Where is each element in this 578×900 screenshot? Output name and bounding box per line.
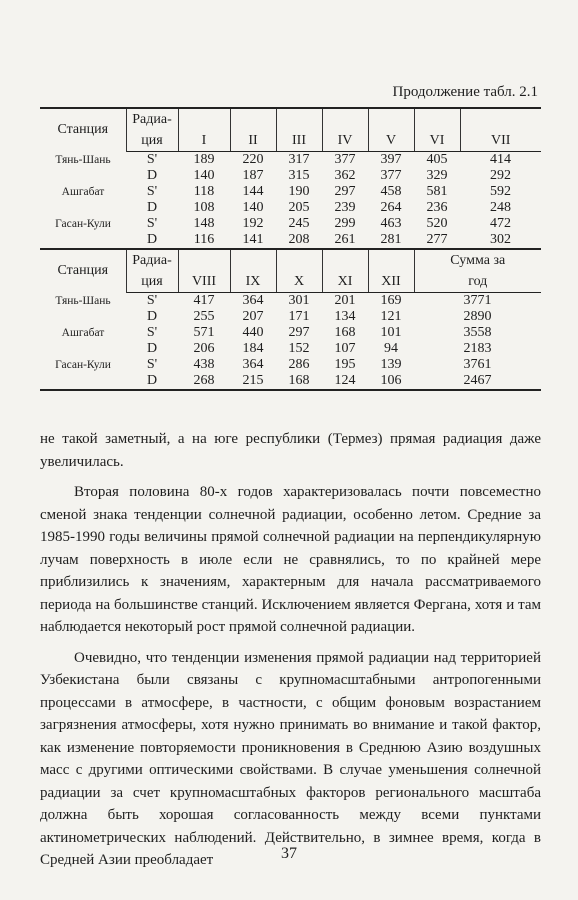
station-name: Ашгабат xyxy=(61,327,105,339)
value-cell: 184 xyxy=(242,341,264,356)
value-cell: 362 xyxy=(334,168,356,183)
radiation-type: D xyxy=(146,232,158,247)
value-cell: 463 xyxy=(380,216,402,231)
header-station: Станция xyxy=(40,249,126,293)
value-cell: 301 xyxy=(288,293,310,308)
header-annual-sum: Сумма за xyxy=(414,249,541,271)
annual-sum-cell: 2183 xyxy=(463,341,492,356)
paragraph: Вторая половина 80-х годов характеризовалась почти повсеместно сменой знака тенденции солнечной радиации, особенно летом. Средние за 1985-1990 годы величины прямой солнечной радиации на перпендикулярную лучам поверхность в июле если не сравнялись, то по крайней мере приблизились к значениям, характерным для начала рассматриваемого периода на большинстве станций. Исключением является Фергана, хотя и там наблюдается некоторый рост прямой солнечной радиации. xyxy=(40,484,541,635)
value-cell: 148 xyxy=(193,216,215,231)
header-month-empty xyxy=(178,249,230,271)
paragraph: Очевидно, что тенденции изменения прямой радиации над территорией Узбекистана были связаны с крупномасштабными антропогенными процессами в атмосфере, в частности, с общим фоновым возрастанием загрязнения атмосферы, хотя нужно принимать во внимание и такой фактор, как изменение повторяемости проникновения в Среднюю Азию воздушных масс с другими оптическими свойствами. В случае уменьшения солнечной радиации за счет крупномасштабных факторов регионального масштаба должна быть хорошая согласованность между всеми пунктами актинометрических наблюдений. Действительно, в зимнее время, когда в Средней Азии преобладает xyxy=(40,649,541,868)
value-cell: 201 xyxy=(334,293,356,308)
value-cell: 438 xyxy=(193,357,215,372)
radiation-table xyxy=(40,107,541,391)
value-cell: 141 xyxy=(242,232,264,247)
header-month-empty xyxy=(276,108,322,130)
radiation-type: D xyxy=(126,373,178,390)
station-name xyxy=(40,309,126,325)
value-cell: 317 xyxy=(288,152,310,167)
value-cell: 472 xyxy=(490,216,511,231)
value-cell: 302 xyxy=(490,232,511,247)
value-cell: 140 xyxy=(242,200,264,215)
header-month: II xyxy=(230,130,276,152)
value-cell: 286 xyxy=(288,357,310,372)
table-part-1 xyxy=(40,108,541,249)
table-row xyxy=(40,357,541,373)
value-cell: 581 xyxy=(426,184,448,199)
value-cell: 215 xyxy=(230,373,276,390)
value-cell: 264 xyxy=(380,200,402,215)
table-row xyxy=(40,200,541,216)
table-row xyxy=(40,325,541,341)
value-cell: 520 xyxy=(426,216,448,231)
table-row xyxy=(40,373,541,390)
radiation-type: S' xyxy=(146,293,158,308)
header-annual-sum: год xyxy=(414,271,541,293)
value-cell: 377 xyxy=(380,168,402,183)
value-cell: 364 xyxy=(242,357,264,372)
value-cell: 248 xyxy=(490,200,511,215)
header-month: V xyxy=(368,130,414,152)
table-row xyxy=(40,152,541,169)
header-month: X xyxy=(276,271,322,293)
value-cell: 187 xyxy=(242,168,264,183)
value-cell: 116 xyxy=(193,232,215,247)
value-cell: 277 xyxy=(426,232,448,247)
station-name: Тянь-Шань xyxy=(55,153,111,166)
radiation-type: S' xyxy=(146,216,158,231)
table-row xyxy=(40,293,541,310)
header-radiation: ция xyxy=(126,271,178,293)
value-cell: 281 xyxy=(380,232,402,247)
value-cell: 152 xyxy=(288,341,310,356)
header-month: XI xyxy=(322,271,368,293)
annual-sum-cell: 3771 xyxy=(463,293,492,308)
value-cell: 190 xyxy=(288,184,310,199)
value-cell: 297 xyxy=(334,184,356,199)
value-cell: 297 xyxy=(288,325,310,340)
value-cell: 571 xyxy=(193,325,215,340)
value-cell: 417 xyxy=(193,293,215,308)
value-cell: 107 xyxy=(334,341,356,356)
value-cell: 144 xyxy=(242,184,264,199)
value-cell: 124 xyxy=(322,373,368,390)
radiation-type: S' xyxy=(146,184,158,199)
header-month-empty xyxy=(178,108,230,130)
value-cell: 206 xyxy=(193,341,215,356)
value-cell: 315 xyxy=(288,168,310,183)
value-cell: 171 xyxy=(288,309,310,324)
body-text xyxy=(40,428,541,872)
value-cell: 134 xyxy=(334,309,356,324)
value-cell: 140 xyxy=(193,168,215,183)
table-part-2 xyxy=(40,249,541,390)
value-cell: 220 xyxy=(242,152,264,167)
value-cell: 189 xyxy=(193,152,215,167)
radiation-type: S' xyxy=(146,152,158,167)
value-cell: 458 xyxy=(380,184,402,199)
value-cell: 236 xyxy=(426,200,448,215)
annual-sum-cell: 2467 xyxy=(414,373,541,390)
value-cell: 208 xyxy=(288,232,310,247)
header-radiation: Радиа- xyxy=(126,249,178,271)
table-row xyxy=(40,232,541,249)
paragraph: не такой заметный, а на юге республики (Термез) прямая радиация даже увеличилась. xyxy=(40,431,541,470)
value-cell: 195 xyxy=(334,357,356,372)
value-cell: 108 xyxy=(193,200,215,215)
header-month: IV xyxy=(322,130,368,152)
value-cell: 299 xyxy=(334,216,356,231)
value-cell: 268 xyxy=(178,373,230,390)
value-cell: 592 xyxy=(490,184,511,199)
header-month: III xyxy=(276,130,322,152)
value-cell: 292 xyxy=(490,168,511,183)
header-month: IX xyxy=(230,271,276,293)
table-row xyxy=(40,216,541,232)
station-name: Тянь-Шань xyxy=(55,294,111,307)
value-cell: 377 xyxy=(334,152,356,167)
radiation-type: S' xyxy=(146,325,158,340)
annual-sum-cell: 2890 xyxy=(463,309,492,324)
header-station: Станция xyxy=(40,108,126,152)
header-radiation: ция xyxy=(126,130,178,152)
station-name xyxy=(40,200,126,216)
radiation-type: D xyxy=(146,168,158,183)
station-name: Гасан-Кули xyxy=(55,359,111,371)
header-month-empty xyxy=(414,108,460,130)
header-month-empty xyxy=(230,108,276,130)
station-name xyxy=(40,341,126,357)
annual-sum-cell: 3761 xyxy=(463,357,492,372)
value-cell: 121 xyxy=(380,309,402,324)
value-cell: 329 xyxy=(426,168,448,183)
table-row xyxy=(40,309,541,325)
header-month: XII xyxy=(368,271,414,293)
table-row xyxy=(40,168,541,184)
value-cell: 245 xyxy=(288,216,310,231)
page-number: 37 xyxy=(281,845,297,862)
header-month-empty xyxy=(322,249,368,271)
value-cell: 440 xyxy=(242,325,264,340)
header-month: VIII xyxy=(178,271,230,293)
value-cell: 414 xyxy=(490,152,511,167)
value-cell: 207 xyxy=(242,309,264,324)
header-radiation: Радиа- xyxy=(126,108,178,130)
station-name xyxy=(40,168,126,184)
station-name xyxy=(40,373,126,390)
header-month: VII xyxy=(460,130,541,152)
value-cell: 397 xyxy=(380,152,402,167)
value-cell: 255 xyxy=(193,309,215,324)
value-cell: 192 xyxy=(242,216,264,231)
value-cell: 239 xyxy=(334,200,356,215)
value-cell: 168 xyxy=(276,373,322,390)
table-caption: Продолжение табл. 2.1 xyxy=(392,84,538,100)
value-cell: 205 xyxy=(288,200,310,215)
station-name: Ашгабат xyxy=(61,186,105,198)
header-month-empty xyxy=(322,108,368,130)
value-cell: 168 xyxy=(334,325,356,340)
radiation-type: D xyxy=(146,200,158,215)
header-month-empty xyxy=(460,108,541,130)
header-month: VI xyxy=(414,130,460,152)
value-cell: 364 xyxy=(242,293,264,308)
header-month: I xyxy=(178,130,230,152)
value-cell: 101 xyxy=(380,325,402,340)
value-cell: 405 xyxy=(426,152,448,167)
value-cell: 139 xyxy=(380,357,402,372)
header-month-empty xyxy=(276,249,322,271)
header-month-empty xyxy=(368,108,414,130)
radiation-type: D xyxy=(146,309,158,324)
header-month-empty xyxy=(368,249,414,271)
station-name: Гасан-Кули xyxy=(55,218,111,230)
annual-sum-cell: 3558 xyxy=(463,325,492,340)
table-row xyxy=(40,184,541,200)
value-cell: 261 xyxy=(334,232,356,247)
radiation-type: S' xyxy=(146,357,158,372)
value-cell: 169 xyxy=(380,293,402,308)
value-cell: 106 xyxy=(368,373,414,390)
header-month-empty xyxy=(230,249,276,271)
value-cell: 118 xyxy=(193,184,215,199)
radiation-type: D xyxy=(146,341,158,356)
table-row xyxy=(40,341,541,357)
station-name xyxy=(40,232,126,249)
value-cell: 94 xyxy=(384,341,398,356)
